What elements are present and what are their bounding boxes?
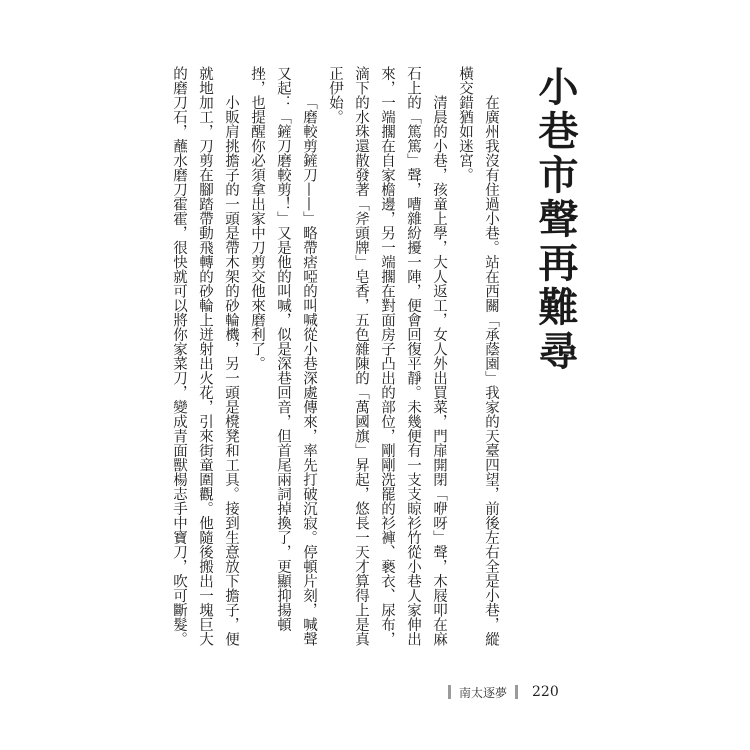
paragraph: 清晨的小巷，孩童上學，大人返工，女人外出買菜，門扉開閉「咿呀」聲，木屐叩在麻石上的「篤篤」聲，嘈雜紛擾一陣，便會回復平靜。未幾便有一支支晾衫竹從小巷人家伸出來，一端擱在自家檐邊，另一端擱在對面房子凸出的部位，剛剛洗罷的衫褲、褻衣、尿布，滴下的水珠還散發著「斧頭牌」皂香，五色雜陳的「萬國旗」昇起，悠長一天才算得上是真正伊始。 bbox=[327, 66, 447, 646]
chapter-title: 小巷市聲再難尋 bbox=[532, 66, 579, 374]
paragraph: 小販肩挑擔子的一頭是帶木架的砂輪機，另一頭是櫈凳和工具。接到生意放下擔子，便就地加工，刀剪在腳踏帶動飛轉的砂輪上迸射出火花，引來街童圍觀。他隨後搬出一塊巨大的磨刀石，蘸水磨刀霍霍，很快就可以將你家菜刀，變成青面獸楊志手中寶刀，吹可斷髮。 bbox=[171, 66, 239, 646]
page-footer bbox=[440, 681, 590, 703]
page-number: 220 bbox=[532, 684, 559, 700]
paragraph: 「磨較剪鏟刀——」略帶痞啞的叫喊從小巷深處傳來，率先打破沉寂。停頓片刻，喊聲又起：「鏟刀磨較剪！」又是他的叫喊，似是深巷回音，但首尾兩詞掉換了，更顯抑揚頓挫，也提醒你必須拿出家中刀剪交他來磨利了。 bbox=[249, 66, 317, 646]
body-text bbox=[166, 66, 504, 646]
paragraph: 在廣州我沒有住過小巷。站在西關「承蔭園」我家的天臺四望，前後左右全是小巷，縱橫交錯猶如迷宮。 bbox=[457, 66, 499, 646]
running-book-title: 南太逐夢 bbox=[459, 685, 508, 700]
divider-bar-right bbox=[515, 685, 518, 699]
divider-bar-left bbox=[448, 685, 451, 699]
